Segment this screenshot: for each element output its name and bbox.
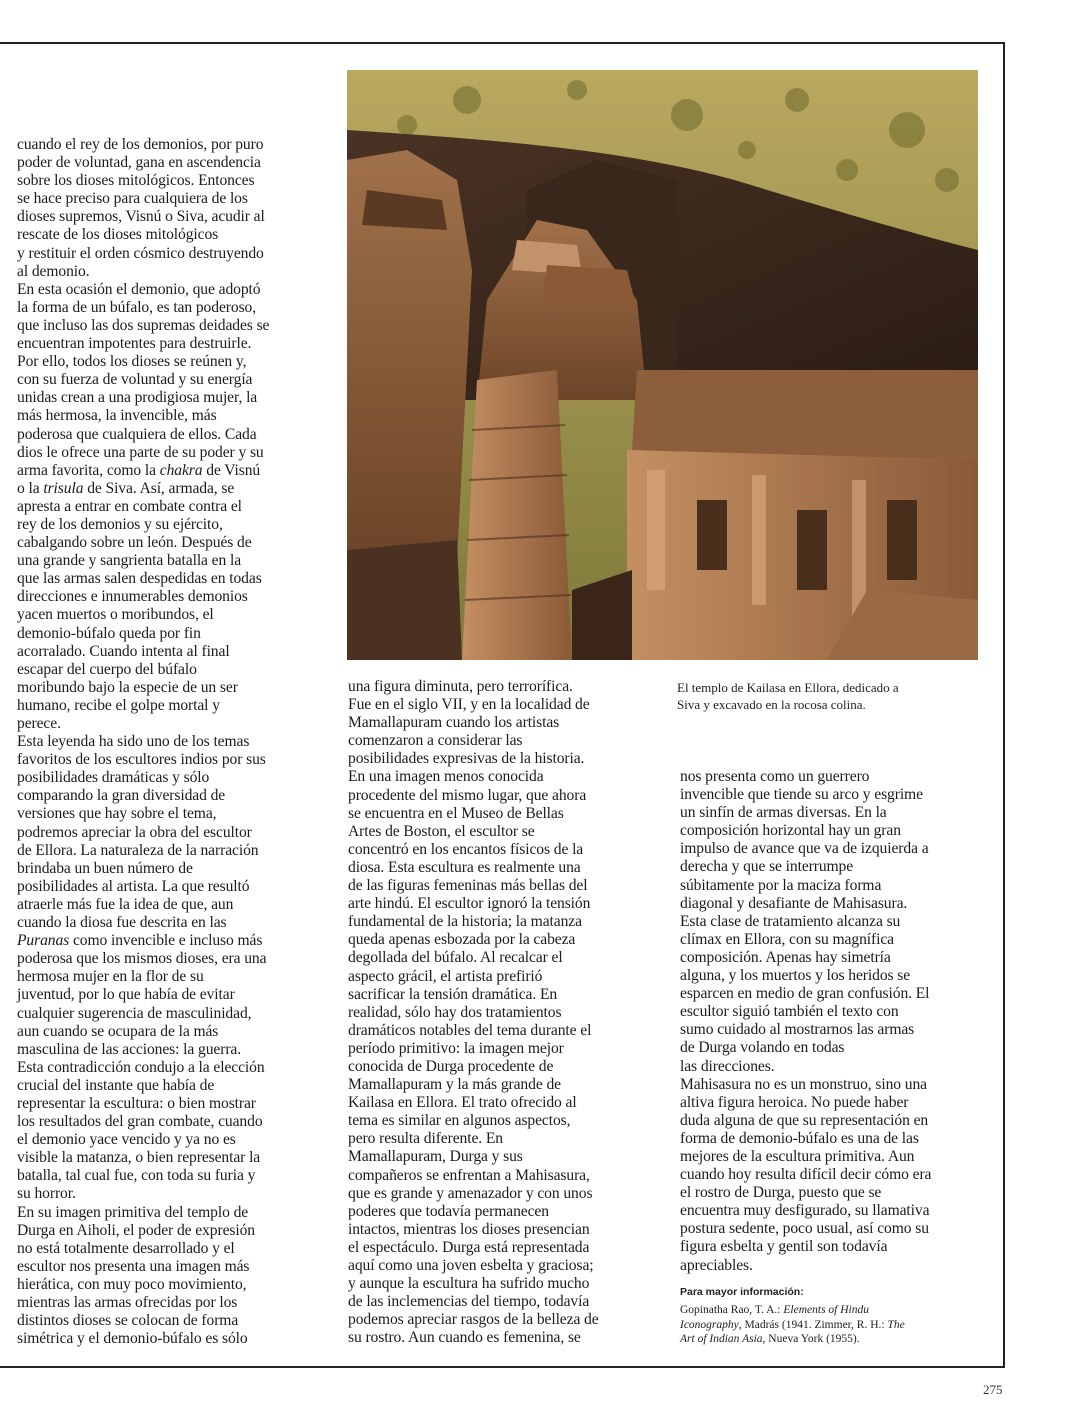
- caption-line: Siva y excavado en la rocosa colina.: [677, 697, 866, 712]
- text-line: de las inclemencias del tiempo, todavía: [348, 1293, 590, 1311]
- caption-line: El templo de Kailasa en Ellora, dedicado a: [677, 680, 899, 695]
- text-line: dios le ofrece una parte de su poder y su: [17, 443, 264, 461]
- text-line: una figura diminuta, pero terrorífica.: [348, 678, 573, 695]
- text-column-left: [17, 136, 317, 1348]
- text-line: los resultados del gran combate, cuando: [17, 1113, 263, 1131]
- text-line: impulso de avance que va de izquierda a: [680, 840, 929, 858]
- text-line: humano, recibe el golpe mortal y: [17, 696, 220, 714]
- text-line: Mahisasura no es un monstruo, sino una: [680, 1075, 927, 1093]
- text-line: Esta leyenda ha sido uno de los temas: [17, 733, 250, 751]
- text-line: posibilidades al artista. La que resultó: [17, 877, 250, 895]
- text-line: mientras las armas ofrecidas por los: [17, 1294, 238, 1311]
- text-column-middle: [348, 678, 648, 1347]
- text-line: su rostro. Aun cuando es femenina, se: [348, 1329, 581, 1347]
- text-line: escultor siguió también el texto con: [680, 1003, 899, 1021]
- text-line: direcciones e innumerables demonios: [17, 588, 248, 606]
- text-line: hermosa mujer en la flor de su: [17, 968, 204, 986]
- text-line: Esta contradicción condujo a la elección: [17, 1058, 265, 1076]
- text-line: podemos apreciar rasgos de la belleza de: [348, 1311, 599, 1329]
- text-line: que es grande y amenazador y con unos: [348, 1184, 593, 1202]
- text-line: pero resulta diferente. En: [348, 1130, 503, 1148]
- text-line: Por ello, todos los dioses se reúnen y,: [17, 353, 247, 371]
- text-line: y aunque la escultura ha sufrido mucho: [348, 1275, 590, 1293]
- text-line: versiones que hay sobre el tema,: [17, 805, 217, 823]
- text-line: demonio-búfalo queda por fin: [17, 624, 201, 642]
- page-number: 275: [983, 1382, 1003, 1397]
- text-line: esparcen en medio de gran confusión. El: [680, 985, 930, 1003]
- text-line: degollada del búfalo. Al recalcar el: [348, 949, 563, 967]
- text-line: arma favorita, como la chakra de Visnú: [17, 461, 261, 479]
- text-line: sumo cuidado al mostrarnos las armas: [680, 1021, 915, 1039]
- text-line: de las figuras femeninas más bellas del: [348, 877, 588, 895]
- text-line: de Durga volando en todas: [680, 1039, 845, 1057]
- text-line: súbitamente por la maciza forma: [680, 876, 882, 894]
- text-line: el espectáculo. Durga está representada: [348, 1238, 590, 1256]
- text-line: Mamallapuram y la más grande de: [348, 1076, 561, 1094]
- text-line: Durga en Aiholi, el poder de expresión: [17, 1221, 255, 1239]
- text-line: diosa. Esta escultura es realmente una: [348, 858, 581, 876]
- text-line: sacrificar la tensión dramática. En: [348, 985, 558, 1003]
- text-line: podremos apreciar la obra del escultor: [17, 823, 252, 841]
- text-line: cuando la diosa fue descrita en las: [17, 914, 227, 932]
- text-line: posibilidades expresivas de la historia.: [348, 750, 585, 768]
- text-line: invencible que tiende su arco y esgrime: [680, 786, 923, 804]
- text-line: dioses supremos, Visnú o Siva, acudir al: [17, 208, 265, 226]
- text-line: posibilidades dramáticas y sólo: [17, 769, 210, 787]
- text-line: encuentra muy desfigurado, su llamativa: [680, 1202, 930, 1220]
- text-line: queda apenas esbozada por la cabeza: [348, 931, 576, 949]
- text-line: postura sedente, poco usual, así como su: [680, 1220, 929, 1238]
- reference-line: Iconography, Madrás (1941. Zimmer, R. H.: The: [680, 1318, 905, 1331]
- text-line: Fue en el siglo VII, y en la localidad de: [348, 696, 590, 714]
- text-line: fundamental de la historia; la matanza: [348, 913, 582, 931]
- text-column-right: [680, 768, 980, 1275]
- text-line: poderosa que cualquiera de ellos. Cada: [17, 425, 257, 443]
- text-line: una grande y sangrienta batalla en la: [17, 552, 242, 570]
- text-line: comenzaron a considerar las: [348, 732, 523, 750]
- top-rule: [0, 42, 1005, 44]
- text-line: dramáticos notables del tema durante el: [348, 1021, 592, 1039]
- text-line: cuando hoy resulta difícil decir cómo era: [680, 1166, 932, 1184]
- text-line: realidad, sólo hay dos tratamientos: [348, 1003, 562, 1021]
- text-line: con su fuerza de voluntad y su energía: [17, 371, 253, 389]
- text-line: aspecto grácil, el artista prefirió: [348, 967, 543, 985]
- text-line: unidas crean a una prodigiosa mujer, la: [17, 389, 258, 407]
- text-line: Puranas como invencible e incluso más: [17, 932, 263, 950]
- text-line: las direcciones.: [680, 1057, 775, 1075]
- text-line: perece.: [17, 715, 61, 732]
- text-line: Mamallapuram, Durga y sus: [348, 1148, 523, 1166]
- text-line: apresta a entrar en combate contra el: [17, 497, 242, 515]
- text-line: cualquier sugerencia de masculinidad,: [17, 1004, 252, 1022]
- text-line: aun cuando se ocupara de la más: [17, 1022, 219, 1040]
- text-line: que las armas salen despedidas en todas: [17, 570, 262, 588]
- text-line: favoritos de los escultores indios por sus: [17, 751, 266, 769]
- text-line: no está totalmente desarrollado y el: [17, 1239, 235, 1257]
- text-line: la forma de un búfalo, es tan poderoso,: [17, 298, 257, 316]
- text-line: su horror.: [17, 1185, 76, 1203]
- kailasa-temple-photo: [347, 70, 978, 660]
- text-line: o la trisula de Siva. Así, armada, se: [17, 479, 235, 497]
- text-line: Kailasa en Ellora. El trato ofrecido al: [348, 1094, 577, 1112]
- text-line: diagonal y desafiante de Mahisasura.: [680, 894, 908, 912]
- text-line: forma de demonio-búfalo es una de las: [680, 1129, 919, 1147]
- text-line: Artes de Boston, el escultor se: [348, 822, 535, 840]
- text-line: que incluso las dos supremas deidades se: [17, 316, 270, 334]
- text-line: rescate de los dioses mitológicos: [17, 226, 219, 244]
- text-line: acorralado. Cuando intenta al final: [17, 642, 230, 660]
- text-line: más hermosa, la invencible, más: [17, 407, 217, 425]
- text-line: el demonio yace vencido y ya no es: [17, 1131, 236, 1149]
- references: [680, 1303, 980, 1347]
- text-line: concentró en los encantos físicos de la: [348, 840, 584, 858]
- text-line: y restituir el orden cósmico destruyendo: [17, 244, 264, 262]
- text-line: representar la escultura: o bien mostrar: [17, 1094, 256, 1112]
- text-line: intactos, mientras los dioses presencian: [348, 1220, 590, 1238]
- text-line: hierática, con muy poco movimiento,: [17, 1275, 247, 1293]
- text-line: sobre los dioses mitológicos. Entonces: [17, 172, 255, 190]
- text-line: se encuentra en el Museo de Bellas: [348, 804, 564, 822]
- text-line: poderes que todavía permanecen: [348, 1202, 549, 1220]
- text-line: brindaba un buen número de: [17, 859, 193, 877]
- text-line: En una imagen menos conocida: [348, 768, 544, 786]
- text-line: compañeros se enfrentan a Mahisasura,: [348, 1166, 590, 1184]
- text-line: moribundo bajo la especie de un ser: [17, 678, 238, 696]
- text-line: rey de los demonios y su ejército,: [17, 515, 223, 533]
- text-line: nos presenta como un guerrero: [680, 768, 870, 785]
- text-line: conocida de Durga procedente de: [348, 1057, 554, 1075]
- text-line: composición. Apenas hay simetría: [680, 948, 891, 966]
- text-line: masculina de las acciones: la guerra.: [17, 1040, 242, 1058]
- photo-caption: [677, 679, 977, 713]
- text-line: al demonio.: [17, 262, 90, 280]
- text-line: crucial del instante que había de: [17, 1076, 215, 1094]
- text-line: el rostro de Durga, puesto que se: [680, 1184, 882, 1202]
- text-line: cuando el rey de los demonios, por puro: [17, 136, 264, 153]
- text-line: se hace preciso para cualquiera de los: [17, 190, 248, 208]
- reference-line: Art of Indian Asia, Nueva York (1955).: [680, 1333, 860, 1345]
- text-line: composición horizontal hay un gran: [680, 822, 901, 840]
- text-line: En su imagen primitiva del templo de: [17, 1203, 249, 1221]
- reference-line: Gopinatha Rao, T. A.: Elements of Hindu: [680, 1304, 869, 1316]
- text-line: comparando la gran diversidad de: [17, 787, 226, 805]
- text-line: procedente del mismo lugar, que ahora: [348, 786, 587, 804]
- text-line: duda alguna de que su representación en: [680, 1111, 929, 1129]
- text-line: juventud, por lo que había de evitar: [17, 986, 235, 1004]
- text-line: Esta clase de tratamiento alcanza su: [680, 912, 901, 930]
- text-line: encuentran impotentes para destruirle.: [17, 335, 252, 353]
- text-line: tema es similar en algunos aspectos,: [348, 1112, 571, 1130]
- references-heading: Para mayor información:: [680, 1286, 804, 1298]
- text-line: poderosa que los mismos dioses, era una: [17, 950, 267, 968]
- right-rule: [1003, 42, 1005, 1368]
- text-line: cabalgando sobre un león. Después de: [17, 534, 252, 552]
- text-line: batalla, tal cual fue, con toda su furia y: [17, 1167, 256, 1185]
- bottom-rule: [0, 1366, 1005, 1368]
- text-line: altiva figura heroica. No puede haber: [680, 1093, 909, 1111]
- text-line: arte hindú. El escultor ignoró la tensión: [348, 895, 591, 913]
- text-line: mejores de la escultura primitiva. Aun: [680, 1147, 915, 1165]
- text-line: simétrica y el demonio-búfalo es sólo: [17, 1330, 248, 1348]
- text-line: figura esbelta y gentil son todavía: [680, 1238, 888, 1256]
- text-line: visible la matanza, o bien representar la: [17, 1149, 261, 1167]
- text-line: derecha y que se interrumpe: [680, 858, 854, 876]
- text-line: En esta ocasión el demonio, que adoptó: [17, 280, 261, 298]
- text-line: poder de voluntad, gana en ascendencia: [17, 154, 261, 172]
- text-line: un sinfín de armas diversas. En la: [680, 804, 887, 822]
- text-line: escultor nos presenta una imagen más: [17, 1257, 250, 1275]
- text-line: atraerle más fue la idea de que, aun: [17, 895, 234, 913]
- text-line: Mamallapuram cuando los artistas: [348, 714, 560, 732]
- text-line: aquí como una joven esbelta y graciosa;: [348, 1257, 594, 1274]
- text-line: distintos dioses se colocan de forma: [17, 1312, 239, 1330]
- text-line: clímax en Ellora, con su magnífica: [680, 930, 894, 948]
- text-line: yacen muertos o moribundos, el: [17, 606, 214, 624]
- text-line: período primitivo: la imagen mejor: [348, 1039, 564, 1057]
- text-line: alguna, y los muertos y los heridos se: [680, 967, 911, 985]
- text-line: apreciables.: [680, 1256, 753, 1274]
- text-line: de Ellora. La naturaleza de la narración: [17, 841, 259, 859]
- text-line: escapar del cuerpo del búfalo: [17, 660, 197, 678]
